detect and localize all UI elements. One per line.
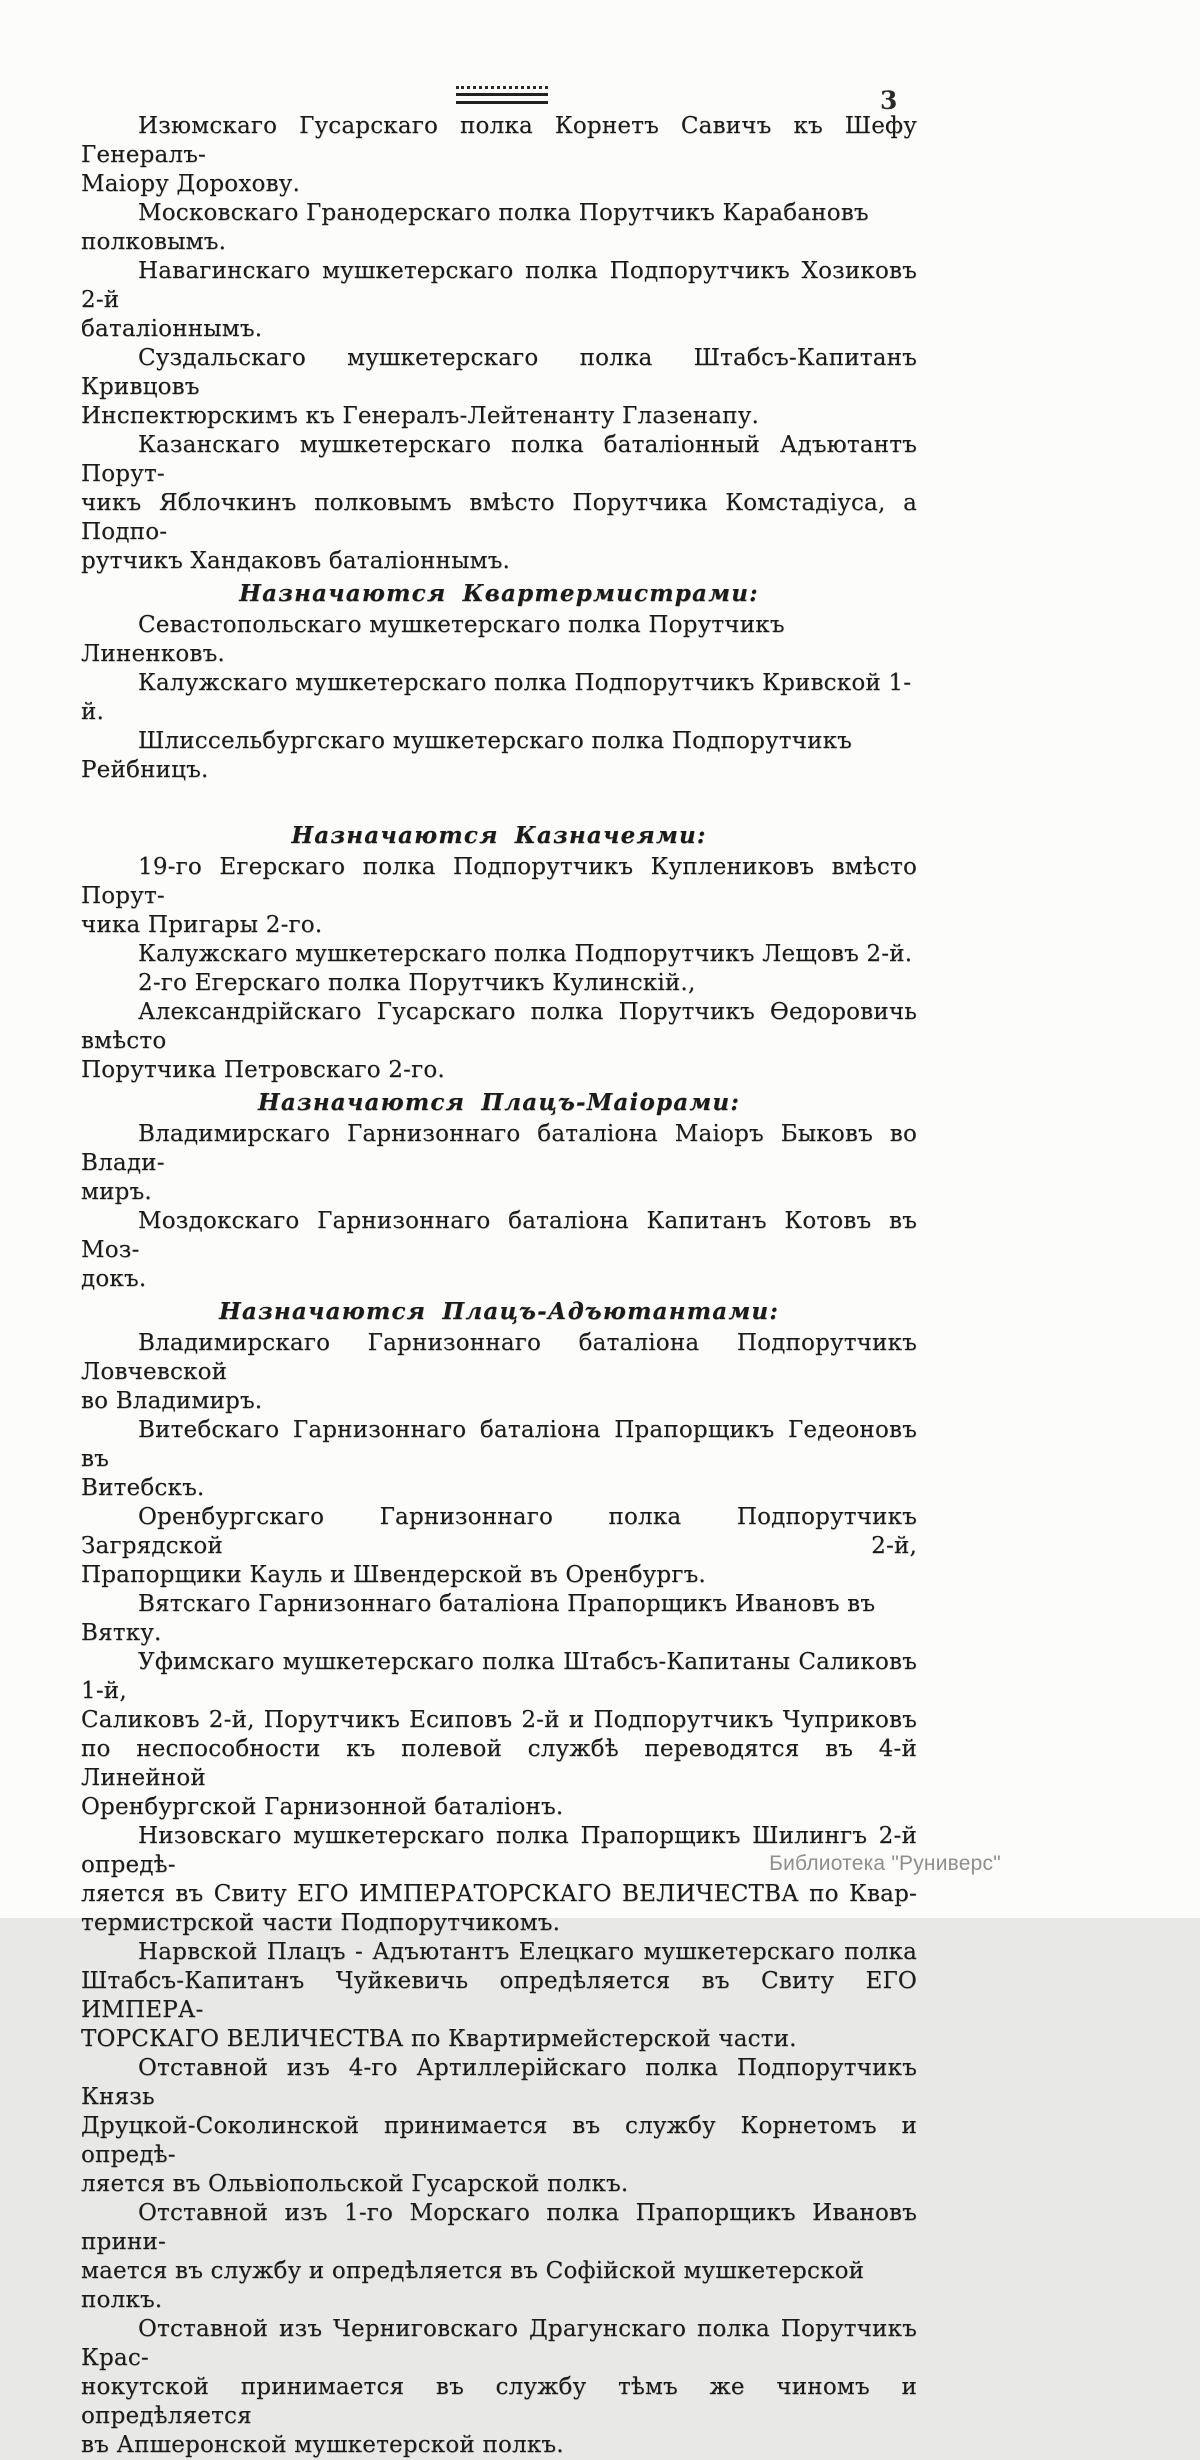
text-line: Владимирскаго Гарнизоннаго баталіона Маіоръ Быковъ во Влади- (81, 1121, 917, 1176)
text-line: Севастопольскаго мушкетерскаго полка Порутчикъ Линенковъ. (81, 612, 785, 667)
paragraph (81, 611, 917, 669)
text-line: Друцкой-Соколинской принимается въ службу Корнетомъ и опредѣ- (81, 2113, 917, 2168)
divider-rule-bottom (456, 101, 548, 104)
text-line: Оренбургской Гарнизонной баталіонъ. (81, 1794, 564, 1820)
text-line: Отставной изъ 1-го Морскаго полка Прапорщикъ Ивановъ прини- (81, 2200, 917, 2255)
divider-dotted-rule (456, 86, 548, 89)
text-line: Вятскаго Гарнизоннаго баталіона Прапорщикъ Ивановъ въ Вятку. (81, 1591, 876, 1646)
text-line: Навагинскаго мушкетерскаго полка Подпорутчикъ Хозиковъ 2-й (81, 258, 917, 313)
text-line: Витебскаго Гарнизоннаго баталіона Прапорщикъ Гедеоновъ въ (81, 1417, 917, 1472)
text-line: 2-го Егерскаго полка Порутчикъ Кулинскій., (138, 970, 696, 996)
text-line: Нарвской Плацъ - Адъютантъ Елецкаго мушкетерскаго полка (138, 1939, 917, 1965)
text-line: Московскаго Гранодерскаго полка Порутчикъ Карабановъ полковымъ. (81, 200, 869, 255)
text-line: баталіоннымъ. (81, 316, 263, 342)
text-line: мается въ службу и опредѣляется въ Софійской мушкетерской полкъ. (81, 2258, 865, 2313)
section-heading: Назначаются Плацъ-Адъютантами: (218, 1298, 780, 1325)
paragraph (81, 969, 917, 998)
text-line: Оренбургскаго Гарнизоннаго полка Подпорутчикъ Загрядской 2-й, (81, 1504, 917, 1559)
text-line: Отставной изъ 4-го Артиллерійскаго полка Подпорутчикъ Князь (81, 2055, 917, 2110)
top-divider (456, 86, 548, 106)
text-line: рутчикъ Хандаковъ баталіоннымъ. (81, 548, 511, 574)
text-line: ляется въ Ольвіопольской Гусарской полкъ. (81, 2171, 629, 2197)
text-line: миръ. (81, 1179, 152, 1205)
text-line: Изюмскаго Гусарскаго полка Корнетъ Савичъ къ Шефу Генералъ- (81, 113, 917, 168)
paragraph (81, 431, 917, 576)
text-line: термистрской части Подпорутчикомъ. (81, 1910, 561, 1936)
text-line: въ Апшеронской мушкетерской полкъ. (81, 2432, 564, 2458)
text-line: докъ. (81, 1266, 147, 1292)
text-line: Уфимскаго мушкетерскаго полка Штабсъ-Капитаны Саликовъ 1-й, (81, 1649, 917, 1704)
paragraph (81, 2054, 917, 2199)
paragraph (81, 998, 917, 1085)
footer-watermark: Библиотека "Руниверс" (769, 1852, 1001, 1875)
text-line: 19-го Егерскаго полка Подпорутчикъ Куплениковъ вмѣсто Порут- (81, 854, 917, 909)
paragraph (81, 257, 917, 344)
text-line: Инспектюрскимъ къ Генералъ-Лейтенанту Глазенапу. (81, 403, 759, 429)
page-number: 3 (880, 86, 898, 115)
text-line: чикъ Яблочкинъ полковымъ вмѣсто Порутчика Комстадіуса, а Подпо- (81, 490, 917, 545)
text-line: Саликовъ 2-й, Порутчикъ Есиповъ 2-й и Подпорутчикъ Чуприковъ (81, 1707, 917, 1733)
text-line: Штабсъ-Капитанъ Чуйкевичь опредѣляется въ Свиту ЕГО ИМПЕРА- (81, 1968, 917, 2023)
text-line: Александрійскаго Гусарскаго полка Порутчикъ Ѳедоровичь вмѣсто (81, 999, 917, 1054)
text-line: Калужскаго мушкетерскаго полка Подпорутчикъ Лещовъ 2-й. (138, 941, 913, 967)
section-heading: Назначаются Казначеями: (291, 822, 707, 849)
divider-rule-top (456, 93, 548, 96)
paragraph (81, 344, 917, 431)
document-text (81, 112, 917, 2460)
text-line: Суздальскаго мушкетерскаго полка Штабсъ-Капитанъ Кривцовъ (81, 345, 917, 400)
text-line: Казанскаго мушкетерскаго полка баталіонный Адъютантъ Порут- (81, 432, 917, 487)
text-line: Порутчика Петровскаго 2-го. (81, 1057, 445, 1083)
paragraph (81, 853, 917, 940)
text-line: Низовскаго мушкетерскаго полка Прапорщикъ Шилингъ 2-й опредѣ- (81, 1823, 917, 1878)
text-line: Маіору Дорохову. (81, 171, 300, 197)
paragraph (81, 1207, 917, 1294)
paragraph (81, 1329, 917, 1416)
paragraph (81, 1648, 917, 1822)
text-line: нокутской принимается въ службу тѣмъ же чиномъ и опредѣляется (81, 2374, 917, 2429)
text-line: Витебскъ. (81, 1475, 205, 1501)
paragraph (81, 669, 917, 727)
text-line: ТОРСКАГО ВЕЛИЧЕСТВА по Квартирмейстерской части. (81, 2026, 797, 2052)
paragraph (81, 1120, 917, 1207)
text-line: Калужскаго мушкетерскаго полка Подпорутчикъ Кривской 1-й. (81, 670, 912, 725)
paragraph (81, 112, 917, 199)
text-line: Владимирскаго Гарнизоннаго баталіона Подпорутчикъ Ловчевской (81, 1330, 917, 1385)
text-line: Отставной изъ Черниговскаго Драгунскаго полка Порутчикъ Крас- (81, 2316, 917, 2371)
text-line: ляется въ Свиту ЕГО ИМПЕРАТОРСКАГО ВЕЛИЧЕСТВА по Квар- (81, 1881, 917, 1907)
paragraph (81, 1590, 917, 1648)
text-line: по неспособности къ полевой службѣ переводятся въ 4-й Линейной (81, 1736, 917, 1791)
paragraph (81, 2315, 917, 2460)
paragraph (81, 727, 917, 785)
section-heading: Назначаются Плацъ-Маіорами: (257, 1089, 741, 1116)
paragraph (81, 1503, 917, 1590)
text-line: Прапорщики Кауль и Швендерской въ Оренбургъ. (81, 1562, 706, 1588)
paragraph (81, 2199, 917, 2315)
paragraph (81, 1822, 917, 1938)
section-heading: Назначаются Квартермистрами: (239, 580, 759, 607)
paragraph (81, 199, 917, 257)
text-line: чика Пригары 2-го. (81, 912, 323, 938)
paragraph (81, 1938, 917, 2054)
text-line: во Владимиръ. (81, 1388, 263, 1414)
paragraph (81, 940, 917, 969)
paragraph (81, 1416, 917, 1503)
text-line: Шлиссельбургскаго мушкетерскаго полка Подпорутчикъ Рейбницъ. (81, 728, 853, 783)
text-line: Моздокскаго Гарнизоннаго баталіона Капитанъ Котовъ въ Моз- (81, 1208, 917, 1263)
